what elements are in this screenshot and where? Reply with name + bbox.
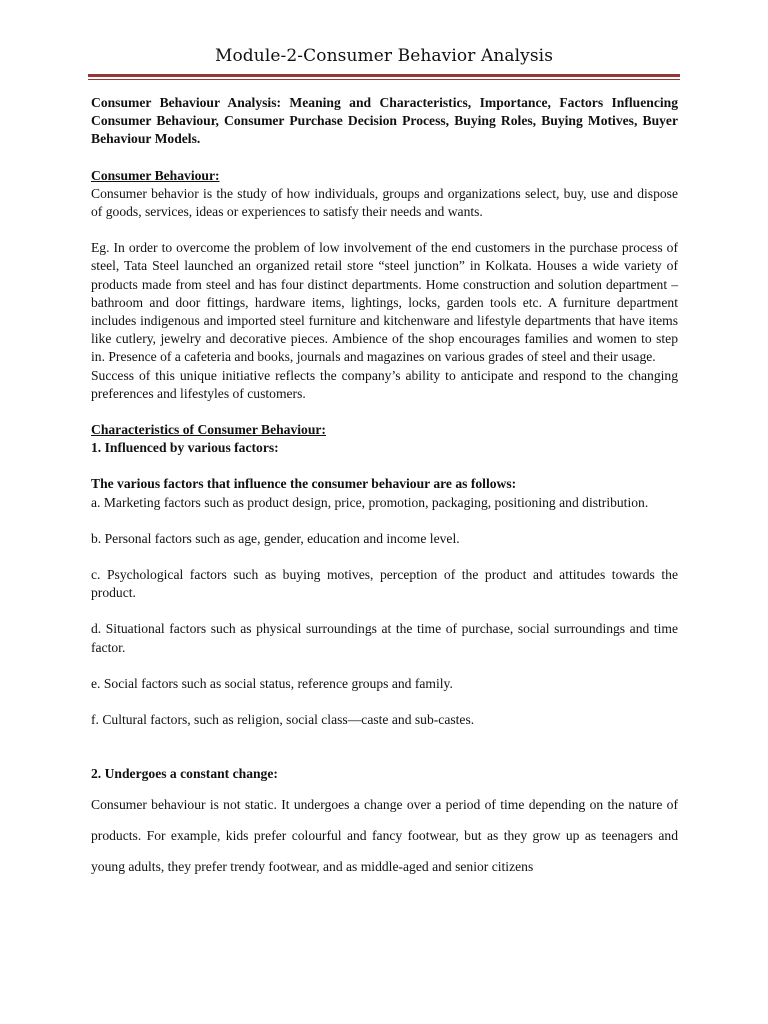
header-rule — [88, 74, 680, 77]
factors-heading: The various factors that influence the consumer behaviour are as follows: — [91, 476, 517, 492]
factor-item-marketing: a. Marketing factors such as product design, price, promotion, packaging, positioning and distribution. — [91, 494, 649, 510]
factor-item-personal: b. Personal factors such as age, gender, education and income level. — [91, 530, 460, 546]
topics-paragraph: Consumer Behaviour Analysis: Meaning and Characteristics, Importance, Factors Influencing Consumer Behaviour, Consumer Purchase Decision Process, Buying Roles, Buying Motives, Buyer Behaviour Models. — [91, 95, 678, 147]
factor-item-cultural: f. Cultural factors, such as religion, social class—caste and sub-castes. — [91, 712, 475, 728]
example-paragraph: Eg. In order to overcome the problem of low involvement of the end customers in the purchase process of steel, Tata Steel launched an organized retail store “steel junction” in Kolkata. Houses a wide variety of products made from steel and has four distinct departments. Home construction and solution department – bathroom and door fittings, hardware items, lightings, locks, garden tools etc. A furniture department includes indigenous and imported steel furniture and kitchenware and lifestyle departments that have items like cutlery, jewelry and decorative pieces. Ambience of the shop encourages families and women to step in. Presence of a cafeteria and books, journals and magazines on various grades of steel and their usage. — [91, 240, 678, 365]
point-2-paragraph: Consumer behaviour is not static. It undergoes a change over a period of time depending on the nature of products. For example, kids prefer colourful and fancy footwear, but as they grow up as teenagers and young adults, they prefer trendy footwear, and as middle-aged and senior citizens — [91, 797, 678, 875]
factor-item-situational: d. Situational factors such as physical surroundings at the time of purchase, social surroundings and time factor. — [91, 621, 678, 655]
page-title: Module-2-Consumer Behavior Analysis — [214, 46, 554, 66]
section-heading-consumer-behaviour: Consumer Behaviour: — [91, 167, 220, 183]
factor-item-social: e. Social factors such as social status, reference groups and family. — [91, 675, 453, 691]
point-1-heading: 1. Influenced by various factors: — [91, 440, 279, 456]
success-paragraph: Success of this unique initiative reflects the company’s ability to anticipate and respond to the changing preferences and lifestyles of customers. — [91, 367, 678, 401]
point-2-heading: 2. Undergoes a constant change: — [91, 766, 278, 782]
document-body — [91, 94, 678, 882]
section-heading-characteristics: Characteristics of Consumer Behaviour: — [91, 422, 326, 438]
header-rule-thin — [88, 79, 680, 80]
factor-item-psychological: c. Psychological factors such as buying motives, perception of the product and attitudes towards the product. — [91, 567, 678, 601]
definition-paragraph: Consumer behavior is the study of how individuals, groups and organizations select, buy, use and dispose of goods, services, ideas or experiences to satisfy their needs and wants. — [91, 185, 678, 220]
